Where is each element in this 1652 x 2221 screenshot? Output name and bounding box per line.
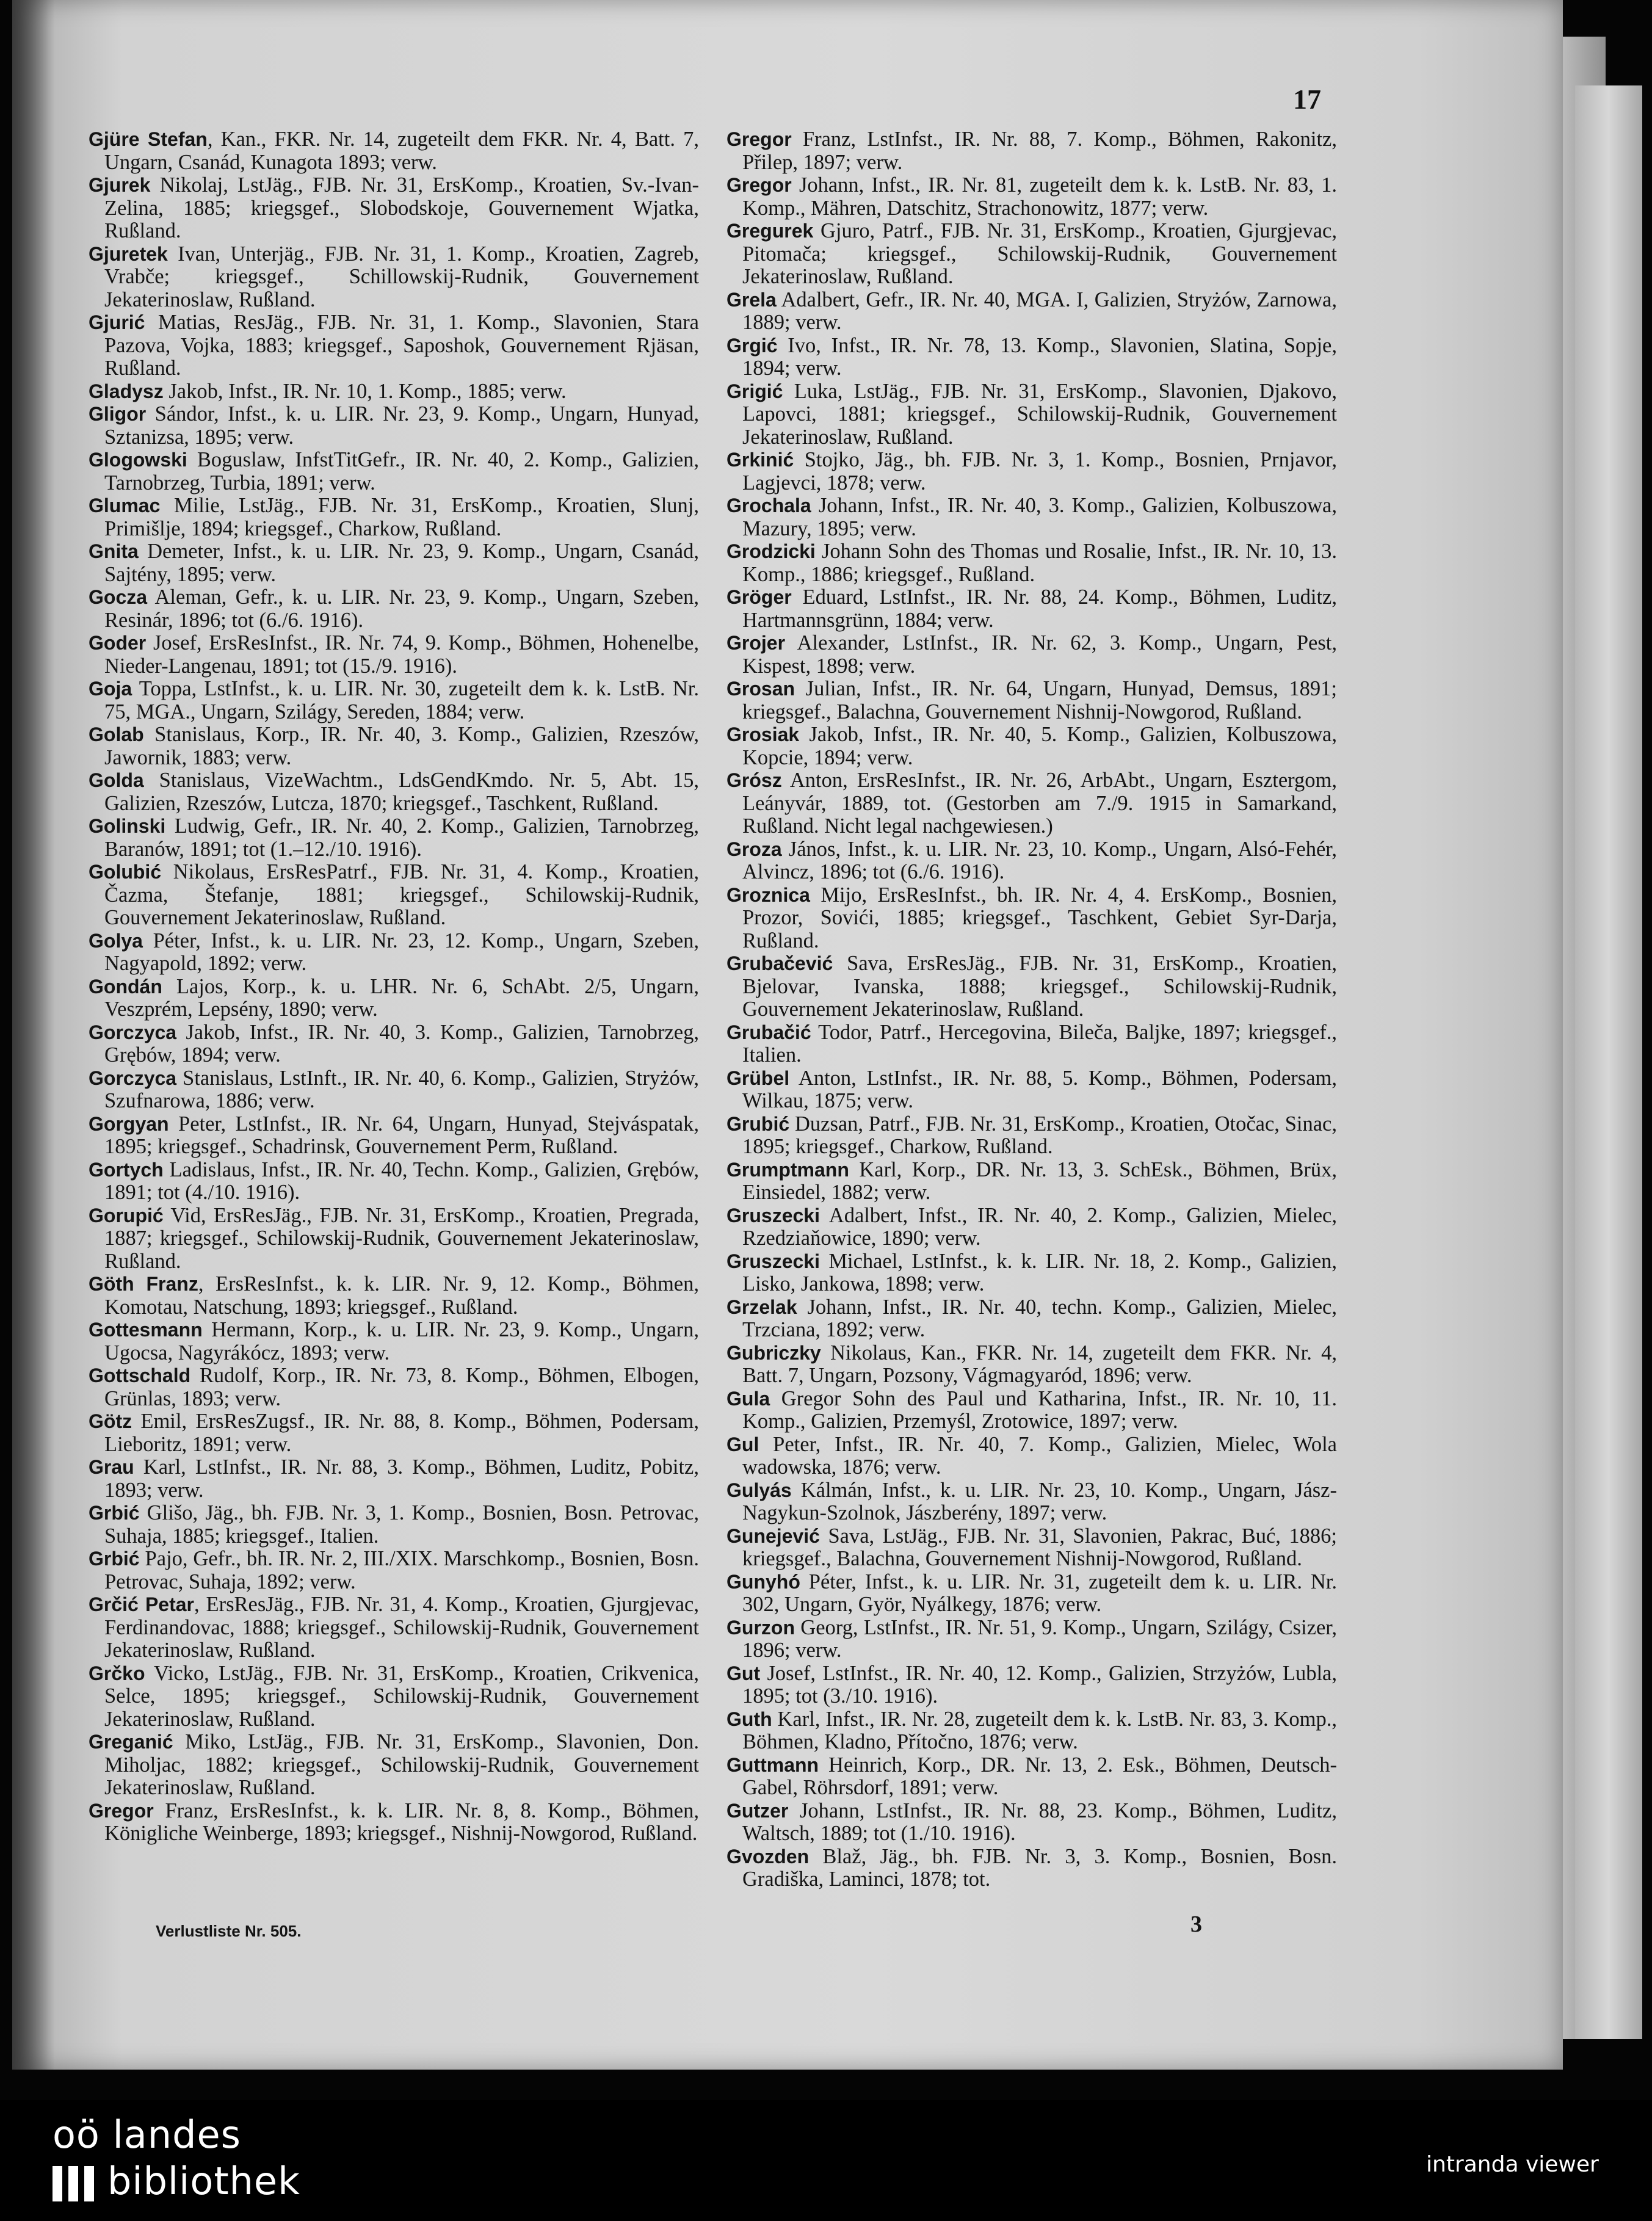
list-entry: [89, 1021, 699, 1067]
entry-name: Götz: [89, 1410, 132, 1432]
entry-details: Miko, LstJäg., FJB. Nr. 31, ErsKomp., Slavonien, Don. Miholjac, 1882; kriegsgef., Schilowskij-Rudnik, Gouvernement Jekaterinoslaw, Rußland.: [104, 1730, 699, 1799]
entry-name: Gorgyan: [89, 1112, 169, 1135]
entry-details: Michael, LstInfst., k. k. LIR. Nr. 18, 2. Komp., Galizien, Lisko, Jankowa, 1898; verw.: [742, 1249, 1337, 1295]
entry-details: Sava, LstJäg., FJB. Nr. 31, Slavonien, Pakrac, Buć, 1886; kriegsgef., Balachna, Gouvernement Nishnij-Nowgorod, Rußland.: [742, 1524, 1337, 1570]
entry-details: Peter, LstInfst., IR. Nr. 64, Ungarn, Hunyad, Stejváspatak, 1895; kriegsgef., Schadrinsk, Gouvernement Perm, Rußland.: [104, 1112, 699, 1158]
entry-name: Grojer: [726, 632, 786, 654]
list-entry: [726, 1662, 1337, 1708]
list-entry: [726, 1296, 1337, 1342]
entry-details: Nikolaus, ErsResPatrf., FJB. Nr. 31, 4. Komp., Kroatien, Čazma, Štefanje, 1881; kriegsgef., Schilowskij-Rudnik, Gouvernement Jekaterinoslaw, Rußland.: [104, 860, 699, 929]
list-entry: [726, 1342, 1337, 1388]
list-entry: [89, 1410, 699, 1456]
entry-name: Gula: [726, 1387, 770, 1410]
entry-name: Groza: [726, 838, 782, 860]
entry-details: János, Infst., k. u. LIR. Nr. 23, 10. Komp., Ungarn, Alsó-Fehér, Alvincz, 1896; tot (6./6. 1916).: [742, 837, 1337, 883]
entry-name: Gutzer: [726, 1799, 789, 1822]
entry-name: Gorupić: [89, 1204, 164, 1226]
entry-details: Boguslaw, InfstTitGefr., IR. Nr. 40, 2. Komp., Galizien, Tarnobrzeg, Turbia, 1891; verw.: [104, 448, 699, 495]
entry-details: Johann, Infst., IR. Nr. 81, zugeteilt dem k. k. LstB. Nr. 83, 1. Komp., Mähren, Datschitz, Strachonowitz, 1877; verw.: [742, 173, 1337, 220]
entry-details: Stanislaus, Korp., IR. Nr. 40, 3. Komp., Galizien, Rzeszów, Jawornik, 1883; verw.: [104, 723, 699, 769]
list-entry: [726, 495, 1337, 540]
entry-name: Gul: [726, 1433, 759, 1455]
entry-name: Grósz: [726, 769, 782, 791]
list-entry: [726, 174, 1337, 220]
entry-name: Grzelak: [726, 1295, 797, 1318]
list-number: Verlustliste Nr. 505.: [156, 1922, 302, 1940]
entry-name: Gvozden: [726, 1845, 810, 1868]
list-entry: [726, 128, 1337, 174]
list-entry: [726, 632, 1337, 678]
list-entry: [726, 952, 1337, 1021]
list-entry: [726, 586, 1337, 632]
list-entry: [726, 723, 1337, 769]
entry-details: Ivo, Infst., IR. Nr. 78, 13. Komp., Slavonien, Slatina, Sopje, 1894; verw.: [742, 333, 1337, 380]
list-entry: [89, 1205, 699, 1274]
entry-details: Ivan, Unterjäg., FJB. Nr. 31, 1. Komp., Kroatien, Zagreb, Vrabče; kriegsgef., Schillowskij-Rudnik, Gouvernement Jekaterinoslaw, Rußland.: [104, 242, 699, 311]
list-entry: [89, 1319, 699, 1364]
list-entry: [726, 335, 1337, 380]
entry-name: Gligor: [89, 403, 147, 425]
entry-name: Gut: [726, 1662, 761, 1684]
list-entry: [89, 1548, 699, 1593]
entry-details: Blaž, Jäg., bh. FJB. Nr. 3, 3. Komp., Bosnien, Bosn. Gradiška, Laminci, 1878; tot.: [742, 1844, 1337, 1891]
entry-details: Duzsan, Patrf., FJB. Nr. 31, ErsKomp., Kroatien, Otočac, Sinac, 1895; kriegsgef., Charkow, Rußland.: [742, 1112, 1337, 1158]
list-entry: [726, 380, 1337, 449]
entry-details: Kálmán, Infst., k. u. LIR. Nr. 23, 10. Komp., Ungarn, Jász-Nagykun-Szolnok, Jászberény, 1897; verw.: [742, 1478, 1337, 1524]
entry-details: Gjuro, Patrf., FJB. Nr. 31, ErsKomp., Kroatien, Gjurgjevac, Pitomača; kriegsgef., Schilowskij-Rudnik, Gouvernement Jekaterinoslaw, Rußland.: [742, 219, 1337, 288]
entry-details: Mijo, ErsResInfst., bh. IR. Nr. 4, 4. ErsKomp., Bosnien, Prozor, Sovići, 1885; kriegsgef., Taschkent, Gebiet Syr-Darja, Rußland.: [742, 883, 1337, 952]
list-entry: [89, 174, 699, 243]
entry-name: Glogowski: [89, 449, 187, 471]
entry-name: Gruszecki: [726, 1250, 820, 1272]
entry-name: Gondán: [89, 975, 162, 998]
entry-name: Grosiak: [726, 723, 800, 745]
list-entry: [726, 1754, 1337, 1800]
entry-name: Grbić: [89, 1502, 140, 1524]
list-entry: [89, 723, 699, 769]
entry-details: Johann, LstInfst., IR. Nr. 88, 23. Komp., Böhmen, Luditz, Waltsch, 1889; tot (1./10. 1916).: [742, 1799, 1337, 1845]
entry-details: Anton, LstInfst., IR. Nr. 88, 5. Komp., Böhmen, Podersam, Wilkau, 1875; verw.: [742, 1066, 1337, 1112]
entry-name: Gregor: [726, 128, 792, 150]
entry-details: Matias, ResJäg., FJB. Nr. 31, 1. Komp., Slavonien, Stara Pazova, Vojka, 1883; kriegsgef., Saposhok, Gouvernement Rjäsan, Rußland.: [104, 311, 699, 380]
list-entry: [89, 930, 699, 976]
signature-mark: 3: [1190, 1911, 1202, 1937]
entry-details: Milie, LstJäg., FJB. Nr. 31, ErsKomp., Kroatien, Slunj, Primišlje, 1894; kriegsgef., Charkow, Rußland.: [104, 494, 699, 540]
entry-details: Rudolf, Korp., IR. Nr. 73, 8. Komp., Böhmen, Elbogen, Grünlas, 1893; verw.: [104, 1364, 699, 1410]
list-entry: [726, 1250, 1337, 1296]
list-entry: [89, 632, 699, 678]
list-entry: [726, 1067, 1337, 1113]
entry-name: Grubačević: [726, 952, 833, 974]
entry-name: Grkinić: [726, 449, 794, 471]
entry-details: Toppa, LstInfst., k. u. LIR. Nr. 30, zugeteilt dem k. k. LstB. Nr. 75, MGA., Ungarn, Szilágy, Sereden, 1884; verw.: [104, 677, 699, 723]
list-entry: [726, 540, 1337, 586]
entry-details: Emil, ErsResZugsf., IR. Nr. 88, 8. Komp., Böhmen, Podersam, Lieboritz, 1891; verw.: [104, 1410, 699, 1456]
entry-name: Gottschald: [89, 1364, 191, 1386]
entry-details: Aleman, Gefr., k. u. LIR. Nr. 23, 9. Komp., Ungarn, Szeben, Resinár, 1896; tot (6./6. 1916).: [104, 585, 699, 632]
entry-name: Grubačić: [726, 1021, 811, 1043]
list-entry: [726, 1205, 1337, 1250]
entry-name: Golda: [89, 769, 144, 791]
entry-details: Karl, LstInfst., IR. Nr. 88, 3. Komp., Böhmen, Luditz, Pobitz, 1893; verw.: [104, 1455, 699, 1502]
entry-details: Todor, Patrf., Hercegovina, Bileča, Baljke, 1897; kriegsgef., Italien.: [742, 1020, 1337, 1067]
entry-details: Adalbert, Gefr., IR. Nr. 40, MGA. I, Galizien, Stryżów, Zarnowa, 1889; verw.: [742, 288, 1337, 334]
list-entry: [89, 540, 699, 586]
list-entry: [89, 128, 699, 174]
entry-name: Grela: [726, 288, 777, 311]
list-entry: [89, 403, 699, 449]
entry-details: , ErsResJäg., FJB. Nr. 31, 4. Komp., Kroatien, Gjurgjevac, Ferdinandovac, 1888; kriegsgef., Schilowskij-Rudnik, Gouvernement Jekaterinoslaw, Rußland.: [104, 1593, 699, 1662]
entry-name: Grosan: [726, 678, 795, 700]
entry-details: Ladislaus, Infst., IR. Nr. 40, Techn. Komp., Galizien, Grębów, 1891; tot (4./10. 1916).: [104, 1158, 699, 1204]
entry-name: Göth Franz: [89, 1273, 198, 1295]
entry-details: , ErsResInfst., k. k. LIR. Nr. 9, 12. Komp., Böhmen, Komotau, Natschung, 1893; kriegsgef., Rußland.: [104, 1272, 699, 1319]
entry-name: Gorczyca: [89, 1067, 177, 1089]
entry-name: Guttmann: [726, 1753, 819, 1776]
entry-details: Sándor, Infst., k. u. LIR. Nr. 23, 9. Komp., Ungarn, Hunyad, Sztanizsa, 1895; verw.: [104, 402, 699, 449]
brand-logo-text-top[interactable]: oö landes: [53, 2112, 241, 2157]
list-entry: [89, 815, 699, 861]
list-entry: [89, 861, 699, 930]
entry-details: Pajo, Gefr., bh. IR. Nr. 2, III./XIX. Marschkomp., Bosnien, Bosn. Petrovac, Suhaja, 1892; verw.: [104, 1547, 699, 1593]
entry-details: Peter, Infst., IR. Nr. 40, 7. Komp., Galizien, Mielec, Wola wadowska, 1876; verw.: [742, 1432, 1337, 1479]
entry-details: Gregor Sohn des Paul und Katharina, Infst., IR. Nr. 10, 11. Komp., Galizien, Przemyśl, Zrotowice, 1897; verw.: [742, 1386, 1337, 1433]
entry-name: Gregor: [89, 1799, 154, 1822]
list-entry: [89, 1273, 699, 1319]
list-entry: [89, 1593, 699, 1662]
entry-name: Grodzicki: [726, 540, 816, 562]
entry-name: Glumac: [89, 495, 161, 516]
entry-name: Gunejević: [726, 1524, 820, 1547]
binding-shadow: [12, 0, 55, 2070]
right-column: [726, 128, 1337, 1891]
entry-name: Gocza: [89, 586, 148, 608]
entry-details: Johann Sohn des Thomas und Rosalie, Infst., IR. Nr. 10, 13. Komp., 1886; kriegsgef., Rußland.: [742, 540, 1337, 586]
entry-name: Gnita: [89, 540, 139, 562]
entry-name: Gjuretek: [89, 242, 168, 265]
entry-name: Groznica: [726, 883, 810, 906]
list-entry: [89, 976, 699, 1021]
entry-name: Grigić: [726, 380, 783, 402]
list-entry: [89, 1456, 699, 1502]
entry-name: Gorczyca: [89, 1021, 177, 1043]
entry-name: Grčko: [89, 1662, 145, 1684]
list-entry: [89, 1159, 699, 1205]
entry-name: Gruszecki: [726, 1204, 820, 1226]
list-entry: [726, 884, 1337, 953]
entry-details: Hermann, Korp., k. u. LIR. Nr. 23, 9. Komp., Ungarn, Ugocsa, Nagyrákócz, 1893; verw.: [104, 1318, 699, 1364]
list-entry: [726, 1388, 1337, 1433]
list-entry: [89, 769, 699, 815]
entry-details: Heinrich, Korp., DR. Nr. 13, 2. Esk., Böhmen, Deutsch-Gabel, Röhrsdorf, 1891; verw.: [742, 1753, 1337, 1799]
entry-details: Nikolaj, LstJäg., FJB. Nr. 31, ErsKomp., Kroatien, Sv.-Ivan-Zelina, 1885; kriegsgef., Slobodskoje, Gouvernement Wjatka, Rußland.: [104, 173, 699, 242]
entry-details: , Kan., FKR. Nr. 14, zugeteilt dem FKR. Nr. 4, Batt. 7, Ungarn, Csanád, Kunagota 1893; verw.: [104, 128, 699, 174]
entry-name: Gubriczky: [726, 1341, 821, 1364]
entry-details: Anton, ErsResInfst., IR. Nr. 26, ArbAbt., Ungarn, Esztergom, Leányvár, 1889, tot. (Gestorben am 7./9. 1915 in Samarkand, Rußland. Nicht legal nachgewiesen.): [742, 769, 1337, 838]
list-entry: [726, 1800, 1337, 1846]
entry-details: Vicko, LstJäg., FJB. Nr. 31, ErsKomp., Kroatien, Crikvenica, Selce, 1895; kriegsgef., Schilowskij-Rudnik, Gouvernement Jekaterinoslaw, Rußland.: [104, 1661, 699, 1731]
entry-name: Guth: [726, 1708, 772, 1730]
entry-details: Josef, ErsResInfst., IR. Nr. 74, 9. Komp., Böhmen, Hohenelbe, Nieder-Langenau, 1891; tot (15./9. 1916).: [104, 631, 699, 678]
entry-name: Gjurek: [89, 174, 151, 196]
list-entry: [726, 678, 1337, 723]
entry-details: Sava, ErsResJäg., FJB. Nr. 31, ErsKomp., Kroatien, Bjelovar, Ivanska, 1888; kriegsgef., Schilowskij-Rudnik, Gouvernement Jekaterinoslaw, Rußland.: [742, 952, 1337, 1021]
entry-details: Alexander, LstInfst., IR. Nr. 62, 3. Komp., Ungarn, Pest, Kispest, 1898; verw.: [742, 631, 1337, 678]
list-entry: [726, 1021, 1337, 1067]
entry-details: Adalbert, Infst., IR. Nr. 40, 2. Komp., Galizien, Mielec, Rzedziaňowice, 1890; verw.: [742, 1203, 1337, 1250]
entry-name: Gortych: [89, 1158, 164, 1181]
entry-details: Jakob, Infst., IR. Nr. 40, 5. Komp., Galizien, Kolbuszowa, Kopcie, 1894; verw.: [742, 723, 1337, 769]
entry-name: Goder: [89, 632, 147, 654]
list-entry: [726, 289, 1337, 335]
entry-name: Grübel: [726, 1067, 790, 1089]
list-entry: [726, 838, 1337, 884]
list-entry: [89, 243, 699, 312]
entry-details: Jakob, Infst., IR. Nr. 10, 1. Komp., 1885; verw.: [163, 379, 567, 403]
entry-name: Grumptmann: [726, 1158, 849, 1181]
entry-details: Georg, LstInfst., IR. Nr. 51, 9. Komp., Ungarn, Szilágy, Csizer, 1896; verw.: [742, 1615, 1337, 1662]
list-entry: [89, 380, 699, 404]
entry-name: Golubić: [89, 861, 162, 883]
library-logo-icon: [53, 2166, 95, 2201]
list-entry: [89, 1502, 699, 1548]
list-entry: [726, 1159, 1337, 1205]
entry-name: Grochala: [726, 495, 811, 516]
list-entry: [726, 1846, 1337, 1891]
entry-details: Eduard, LstInfst., IR. Nr. 88, 24. Komp., Böhmen, Luditz, Hartmannsgrünn, 1884; verw.: [742, 585, 1337, 632]
list-entry: [89, 678, 699, 723]
entry-details: Péter, Infst., k. u. LIR. Nr. 31, zugeteilt dem k. u. LIR. Nr. 302, Ungarn, Györ, Nyálkegy, 1876; verw.: [742, 1570, 1337, 1616]
entry-name: Gregurek: [726, 220, 814, 242]
list-entry: [89, 495, 699, 540]
entry-details: Johann, Infst., IR. Nr. 40, 3. Komp., Galizien, Kolbuszowa, Mazury, 1895; verw.: [742, 494, 1337, 540]
entry-name: Grgić: [726, 334, 778, 357]
entry-details: Stojko, Jäg., bh. FJB. Nr. 3, 1. Komp., Bosnien, Prnjavor, Lagjevci, 1878; verw.: [742, 448, 1337, 495]
brand-logo-text-bottom[interactable]: bibliothek: [107, 2159, 300, 2203]
entry-details: Stanislaus, VizeWachtm., LdsGendKmdo. Nr. 5, Abt. 15, Galizien, Rzeszów, Lutcza, 1870; kriegsgef., Taschkent, Rußland.: [104, 769, 699, 815]
page-number: 17: [1293, 84, 1321, 115]
viewer-label[interactable]: intranda viewer: [1426, 2152, 1599, 2177]
list-entry: [89, 1731, 699, 1800]
entry-name: Goja: [89, 678, 132, 700]
list-entry: [89, 1067, 699, 1113]
entry-name: Grau: [89, 1456, 134, 1478]
list-entry: [89, 1364, 699, 1410]
entry-details: Johann, Infst., IR. Nr. 40, techn. Komp., Galizien, Mielec, Trzciana, 1892; verw.: [742, 1295, 1337, 1341]
list-entry: [89, 1800, 699, 1846]
entry-name: Grubić: [726, 1112, 790, 1135]
entry-details: Glišo, Jäg., bh. FJB. Nr. 3, 1. Komp., Bosnien, Bosn. Petrovac, Suhaja, 1885; kriegsgef., Italien.: [104, 1501, 699, 1548]
entry-details: Franz, ErsResInfst., k. k. LIR. Nr. 8, 8. Komp., Böhmen, Königliche Weinberge, 1893; kriegsgef., Nishnij-Nowgorod, Rußland.: [104, 1799, 699, 1845]
entry-details: Péter, Infst., k. u. LIR. Nr. 23, 12. Komp., Ungarn, Szeben, Nagyapold, 1892; verw.: [104, 929, 699, 975]
entry-details: Karl, Korp., DR. Nr. 13, 3. SchEsk., Böhmen, Brüx, Einsiedel, 1882; verw.: [742, 1158, 1337, 1204]
entry-name: Gulyás: [726, 1479, 792, 1501]
entry-details: Lajos, Korp., k. u. LHR. Nr. 6, SchAbt. 2/5, Ungarn, Veszprém, Lepsény, 1890; verw.: [104, 974, 699, 1021]
entry-details: Nikolaus, Kan., FKR. Nr. 14, zugeteilt dem FKR. Nr. 4, Batt. 7, Ungarn, Pozsony, Vágmagyaród, 1896; verw.: [742, 1341, 1337, 1387]
entry-name: Greganić: [89, 1731, 173, 1753]
list-entry: [726, 1433, 1337, 1479]
entry-details: Stanislaus, LstInft., IR. Nr. 40, 6. Komp., Galizien, Stryżów, Szufnarowa, 1886; verw.: [104, 1066, 699, 1112]
entry-name: Gregor: [726, 174, 792, 196]
entry-name: Grčić Petar: [89, 1593, 195, 1615]
entry-name: Gottesmann: [89, 1319, 203, 1341]
list-entry: [726, 1571, 1337, 1617]
list-entry: [726, 220, 1337, 289]
entry-details: Karl, Infst., IR. Nr. 28, zugeteilt dem k. k. LstB. Nr. 83, 3. Komp., Böhmen, Kladno, Přítočno, 1876; verw.: [742, 1707, 1337, 1753]
list-entry: [726, 1708, 1337, 1754]
entry-name: Gurzon: [726, 1616, 795, 1639]
left-column: [89, 128, 699, 1846]
entry-name: Gjurić: [89, 311, 145, 333]
entry-details: Ludwig, Gefr., IR. Nr. 40, 2. Komp., Galizien, Tarnobrzeg, Baranów, 1891; tot (1.–12./10. 1916).: [104, 814, 699, 861]
list-entry: [89, 311, 699, 380]
entry-name: Gröger: [726, 586, 792, 608]
entry-details: Josef, LstInfst., IR. Nr. 40, 12. Komp., Galizien, Strzyżów, Lubla, 1895; tot (3./10. 1916).: [742, 1661, 1337, 1708]
list-entry: [726, 1479, 1337, 1525]
entry-details: Luka, LstJäg., FJB. Nr. 31, ErsKomp., Slavonien, Djakovo, Lapovci, 1881; kriegsgef., Schilowskij-Rudnik, Gouvernement Jekaterinoslaw, Rußland.: [742, 379, 1337, 449]
entry-name: Gunyhó: [726, 1570, 800, 1593]
list-entry: [89, 586, 699, 632]
page-stack-edge: [1575, 85, 1642, 2039]
list-entry: [726, 1113, 1337, 1159]
list-entry: [726, 449, 1337, 495]
entry-name: Golya: [89, 929, 143, 952]
entry-name: Golab: [89, 723, 144, 745]
entry-details: Franz, LstInfst., IR. Nr. 88, 7. Komp., Böhmen, Rakonitz, Přilep, 1897; verw.: [742, 128, 1337, 174]
list-entry: [89, 1662, 699, 1731]
list-entry: [726, 1617, 1337, 1662]
list-entry: [726, 1525, 1337, 1571]
entry-name: Grbić: [89, 1548, 140, 1570]
list-entry: [726, 769, 1337, 838]
entry-details: Jakob, Infst., IR. Nr. 40, 3. Komp., Galizien, Tarnobrzeg, Grębów, 1894; verw.: [104, 1020, 699, 1067]
list-entry: [89, 449, 699, 495]
entry-name: Golinski: [89, 815, 166, 837]
entry-details: Julian, Infst., IR. Nr. 64, Ungarn, Hunyad, Demsus, 1891; kriegsgef., Balachna, Gouvernement Nishnij-Nowgorod, Rußland.: [742, 677, 1337, 723]
list-entry: [89, 1113, 699, 1159]
entry-details: Demeter, Infst., k. u. LIR. Nr. 23, 9. Komp., Ungarn, Csanád, Sajtény, 1895; verw.: [104, 540, 699, 586]
entry-name: Gjüre Stefan: [89, 128, 208, 150]
entry-name: Gladysz: [89, 380, 164, 402]
entry-details: Vid, ErsResJäg., FJB. Nr. 31, ErsKomp., Kroatien, Pregrada, 1887; kriegsgef., Schilowskij-Rudnik, Gouvernement Jekaterinoslaw, Rußland.: [104, 1203, 699, 1273]
